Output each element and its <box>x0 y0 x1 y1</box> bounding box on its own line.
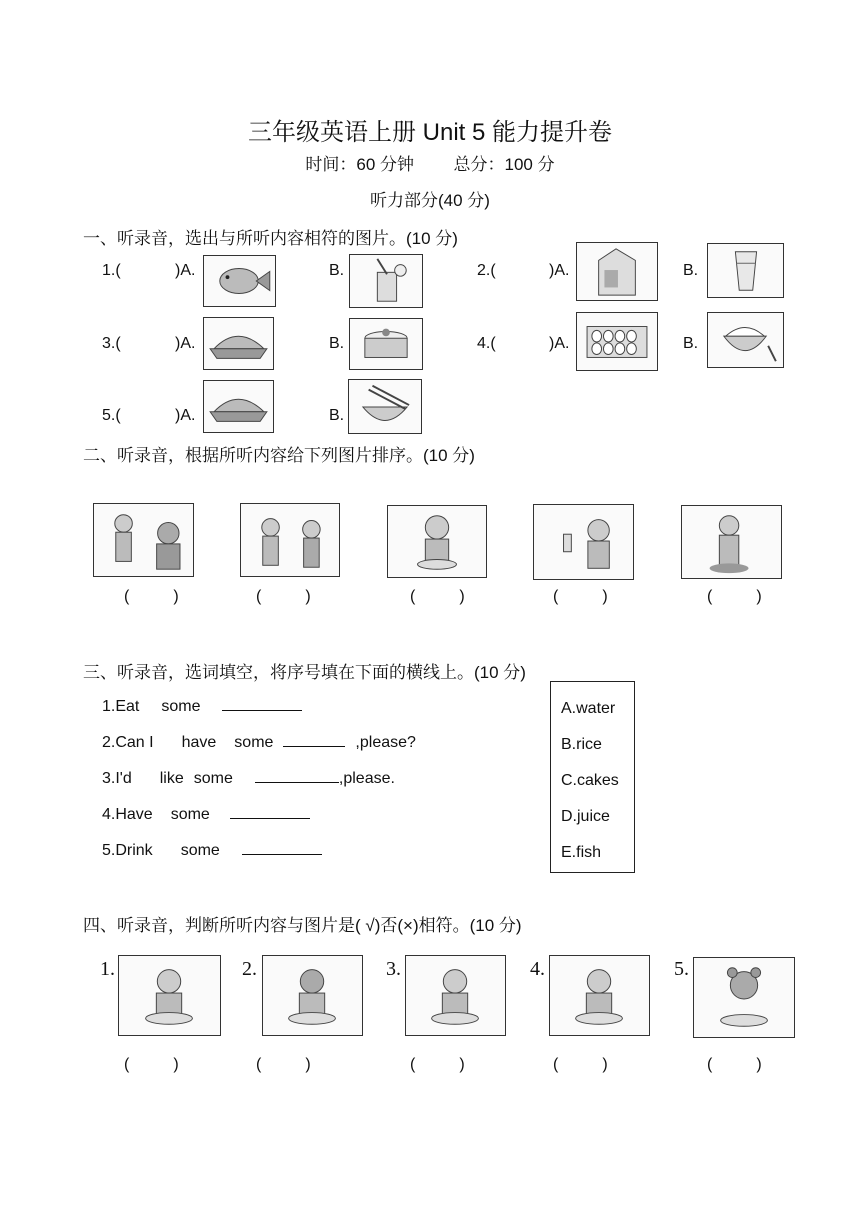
order-blank-2[interactable]: ( ) <box>256 588 311 605</box>
q4-number: 4.( <box>477 335 496 352</box>
q3-option-a-label: )A. <box>175 335 196 352</box>
q1-option-b-label: B. <box>329 262 345 279</box>
word-option-d: D.juice <box>561 808 610 825</box>
judge-blank-4[interactable]: ( ) <box>553 1056 608 1073</box>
boy-with-glasses-picture <box>549 955 650 1036</box>
pic-number-1: 1. <box>100 958 115 980</box>
time-limit: 时间：60 分钟 <box>305 155 415 174</box>
rice-bowl-image <box>707 312 784 368</box>
q2-option-b-label: B. <box>683 262 699 279</box>
q1-number: 1.( <box>102 262 121 279</box>
q4-option-a-label: )A. <box>549 335 570 352</box>
bear-with-plate-picture <box>693 957 795 1038</box>
section-2-heading: 二、听录音，根据所听内容给下列图片排序。(10 分) <box>83 446 475 465</box>
eggs-image <box>576 312 658 371</box>
q2-number: 2.( <box>477 262 496 279</box>
sentence-2: 2.Can I have some ,please? <box>102 734 416 751</box>
section-3-heading: 三、听录音，选词填空，将序号填在下面的横线上。(10 分) <box>83 663 526 682</box>
answer-line-4[interactable] <box>230 804 310 819</box>
q5-number: 5.( <box>102 407 121 424</box>
pic-number-2: 2. <box>242 958 257 980</box>
two-children-picture <box>240 503 340 577</box>
word-option-e: E.fish <box>561 844 602 861</box>
judge-blank-3[interactable]: ( ) <box>410 1056 465 1073</box>
q5-option-b-label: B. <box>329 407 345 424</box>
word-option-c: C.cakes <box>561 772 619 789</box>
page-title: 三年级英语上册 Unit 5 能力提升卷 <box>247 119 613 146</box>
exam-meta <box>0 150 860 175</box>
bread-image <box>203 317 274 370</box>
girl-eating-picture <box>405 955 506 1036</box>
order-blank-3[interactable]: ( ) <box>410 588 465 605</box>
juice-image <box>349 254 423 308</box>
q3-number: 3.( <box>102 335 121 352</box>
boy-eating-picture <box>387 505 487 578</box>
q2-option-a-label: )A. <box>549 262 570 279</box>
section-1-heading: 一、听录音，选出与所听内容相符的图片。(10 分) <box>83 229 458 248</box>
fish-image <box>203 255 276 307</box>
answer-line-3[interactable] <box>255 768 339 783</box>
sentence-5: 5.Drink some <box>102 840 322 860</box>
sentence-4: 4.Have some <box>102 804 310 824</box>
answer-line-1[interactable] <box>222 696 302 711</box>
sentence-3: 3.I'd like some ,please. <box>102 770 395 787</box>
judge-blank-1[interactable]: ( ) <box>124 1056 179 1073</box>
q1-option-a-label: )A. <box>175 262 196 279</box>
girl-with-plate-picture <box>118 955 221 1036</box>
section-4-heading: 四、听录音，判断所听内容与图片是( √)否(×)相符。(10 分) <box>83 916 522 935</box>
pic-number-3: 3. <box>386 958 401 980</box>
word-bank-box <box>550 681 635 873</box>
word-option-b: B.rice <box>561 736 602 753</box>
q3-option-b-label: B. <box>329 335 345 352</box>
word-option-a: A.water <box>561 700 616 717</box>
noodles-image <box>348 379 422 434</box>
sentence-1: 1.Eat some <box>102 696 302 716</box>
girl-standing-picture <box>681 505 782 579</box>
q4-option-b-label: B. <box>683 335 699 352</box>
boy-drinking-picture <box>533 504 634 580</box>
judge-blank-2[interactable]: ( ) <box>256 1056 311 1073</box>
answer-line-5[interactable] <box>242 840 322 855</box>
judge-blank-5[interactable]: ( ) <box>707 1056 762 1073</box>
milk-carton-image <box>576 242 658 301</box>
order-blank-1[interactable]: ( ) <box>124 588 179 605</box>
part-heading: 听力部分(40 分) <box>370 191 490 210</box>
q5-option-a-label: )A. <box>175 407 196 424</box>
order-blank-4[interactable]: ( ) <box>553 588 608 605</box>
glass-of-water-image <box>707 243 784 298</box>
total-score: 总分：100 分 <box>453 155 555 174</box>
cake-image <box>349 318 423 370</box>
bread-image <box>203 380 274 433</box>
girl-and-bear-picture <box>93 503 194 577</box>
pic-number-4: 4. <box>530 958 545 980</box>
boy-with-plate-picture <box>262 955 363 1036</box>
pic-number-5: 5. <box>674 958 689 980</box>
answer-line-2[interactable] <box>283 732 345 747</box>
order-blank-5[interactable]: ( ) <box>707 588 762 605</box>
